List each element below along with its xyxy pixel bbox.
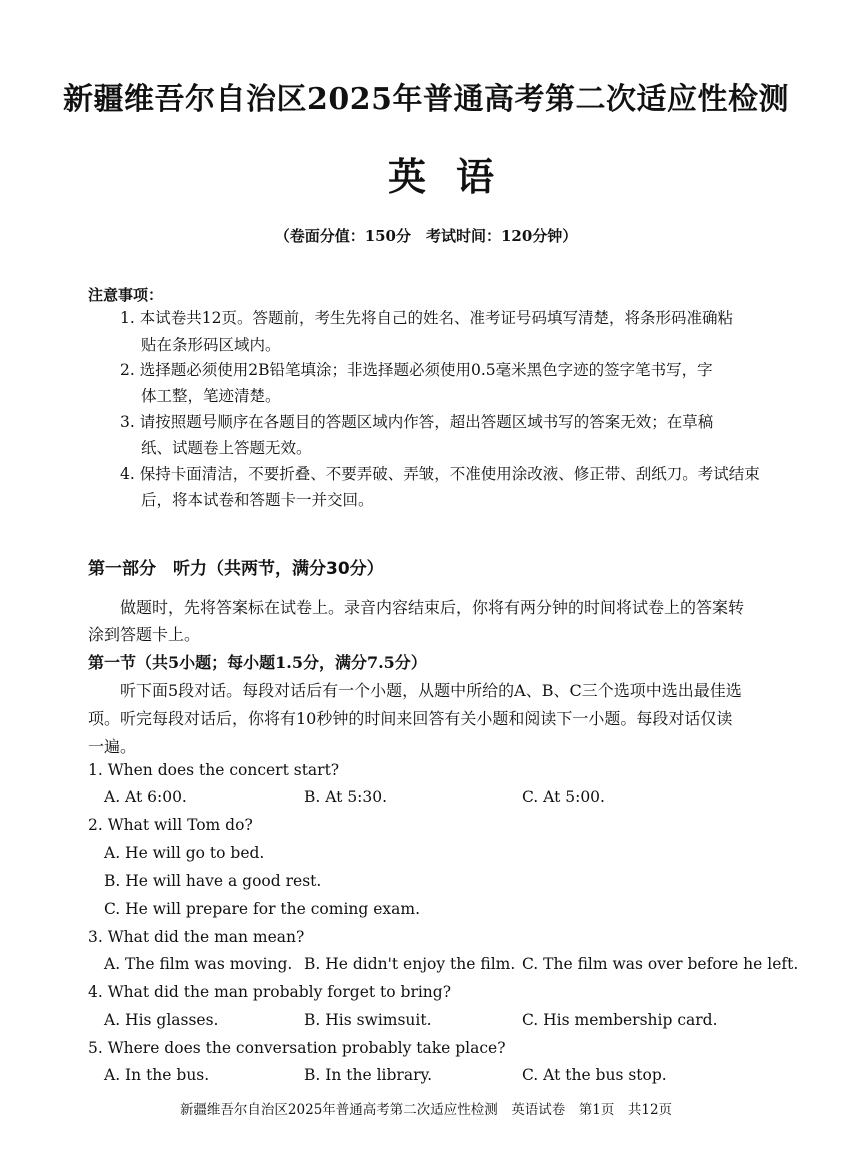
question-2: 2. What will Tom do?	[88, 816, 253, 834]
note-line: 2. 选择题必须使用2B铅笔填涂；非选择题必须使用0.5毫米黑色字迹的签字笔书写，字	[120, 361, 713, 379]
question-3: 3. What did the man mean?	[88, 928, 305, 946]
exam-meta: （卷面分值：150分 考试时间：120分钟）	[274, 227, 578, 245]
q2-option-a: A. He will go to bed.	[104, 844, 265, 862]
q5-option-b: B. In the library.	[304, 1066, 433, 1084]
q4-option-b: B. His swimsuit.	[304, 1011, 432, 1029]
question-4: 4. What did the man probably forget to bring?	[88, 983, 452, 1001]
section1-instruction-line: 听下面5段对话。每段对话后有一个小题，从题中所给的A、B、C三个选项中选出最佳选	[120, 681, 742, 700]
note-line: 3. 请按照题号顺序在各题目的答题区域内作答，超出答题区域书写的答案无效；在草稿	[120, 413, 714, 431]
q2-option-b: B. He will have a good rest.	[104, 872, 322, 890]
section1-heading: 第一节（共5小题；每小题1.5分，满分7.5分）	[88, 653, 427, 672]
note-line: 体工整，笔迹清楚。	[141, 387, 281, 405]
part1-intro-line: 涂到答题卡上。	[88, 625, 201, 644]
part1-heading: 第一部分 听力（共两节，满分30分）	[88, 559, 384, 579]
q5-option-c: C. At the bus stop.	[522, 1066, 667, 1084]
q1-option-a: A. At 6:00.	[104, 788, 187, 806]
subject-title: 英语	[387, 154, 524, 199]
q3-option-c: C. The film was over before he left.	[522, 955, 799, 973]
q4-option-a: A. His glasses.	[104, 1011, 219, 1029]
note-line: 纸、试题卷上答题无效。	[141, 439, 312, 457]
notes-heading: 注意事项：	[88, 286, 164, 304]
q5-option-a: A. In the bus.	[104, 1066, 210, 1084]
q3-option-b: B. He didn't enjoy the film.	[304, 955, 516, 973]
q2-option-c: C. He will prepare for the coming exam.	[104, 900, 421, 918]
section1-instruction-line: 一遍。	[88, 737, 137, 756]
exam-title: 新疆维吾尔自治区2025年普通高考第二次适应性检测	[63, 82, 789, 117]
question-1: 1. When does the concert start?	[88, 761, 340, 779]
note-line: 贴在条形码区域内。	[141, 336, 281, 354]
note-line: 后，将本试卷和答题卡一并交回。	[141, 491, 374, 509]
question-5: 5. Where does the conversation probably take place?	[88, 1039, 506, 1057]
part1-intro-line: 做题时，先将答案标在试卷上。录音内容结束后，你将有两分钟的时间将试卷上的答案转	[120, 598, 745, 617]
q1-option-b: B. At 5:30.	[304, 788, 388, 806]
note-line: 1. 本试卷共12页。答题前，考生先将自己的姓名、准考证号码填写清楚，将条形码准确粘	[120, 309, 733, 327]
q4-option-c: C. His membership card.	[522, 1011, 718, 1029]
page-footer: 新疆维吾尔自治区2025年普通高考第二次适应性检测 英语试卷 第1页 共12页	[179, 1102, 673, 1118]
note-line: 4. 保持卡面清洁，不要折叠、不要弄破、弄皱，不准使用涂改液、修正带、刮纸刀。考试结束	[120, 465, 760, 483]
q1-option-c: C. At 5:00.	[522, 788, 605, 806]
section1-instruction-line: 项。听完每段对话后，你将有10秒钟的时间来回答有关小题和阅读下一小题。每段对话仅读	[88, 709, 733, 728]
q3-option-a: A. The film was moving.	[104, 955, 293, 973]
